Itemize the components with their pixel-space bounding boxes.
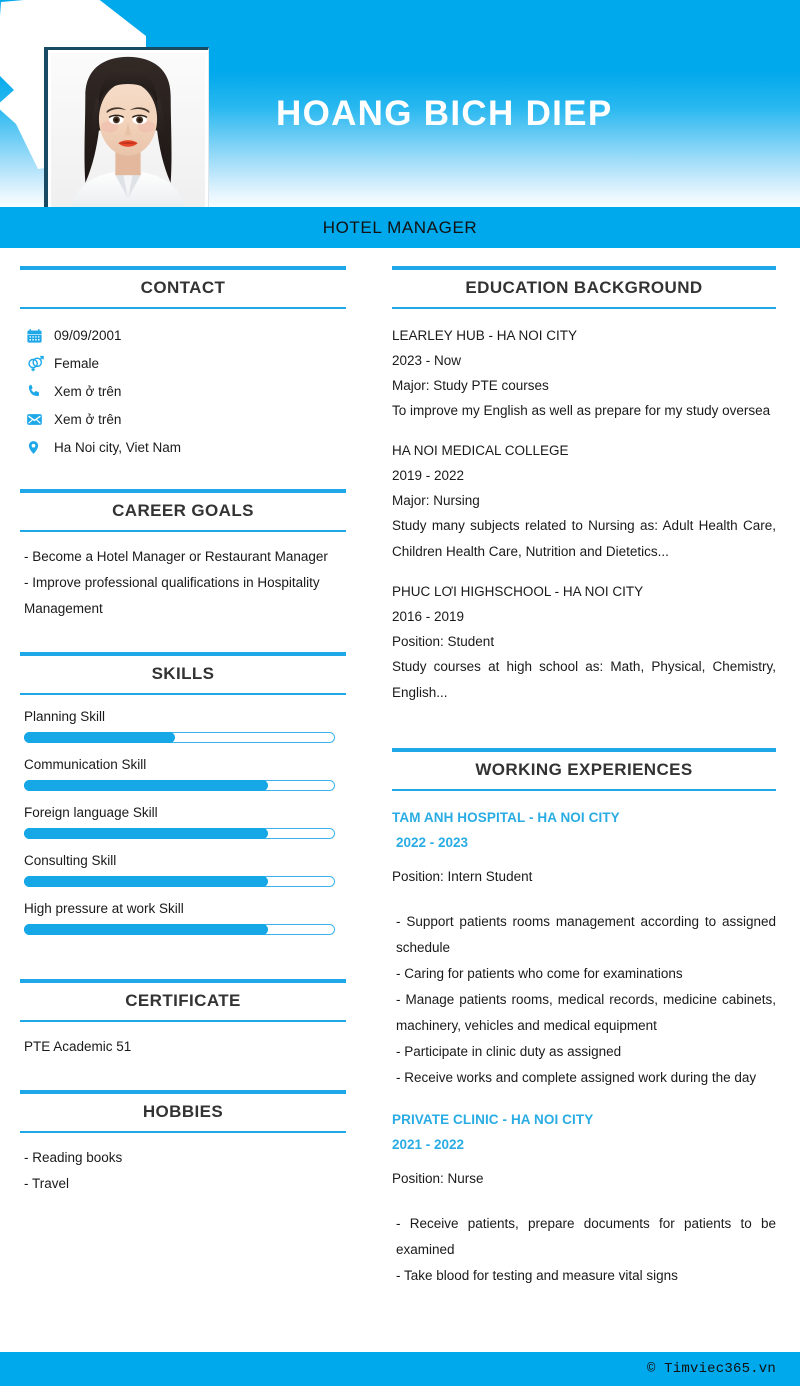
skill-item [24, 757, 346, 791]
education-description: Study many subjects related to Nursing as: Adult Health Care, Children Health Care, Nutrition and Dietetics... [392, 518, 776, 559]
contact-value-address: Ha Noi city, Viet Nam [54, 439, 182, 455]
skill-progress-bar [24, 780, 335, 791]
section-heading-working-experiences: WORKING EXPERIENCES [475, 760, 693, 779]
certificate-body [20, 1022, 346, 1072]
section-career-goals [20, 489, 346, 634]
experience-bullet: - Participate in clinic duty as assigned [396, 1044, 622, 1059]
contact-item-birthday [26, 321, 346, 349]
hobby-line: - Reading books [24, 1150, 123, 1165]
footer-bar [0, 1352, 800, 1386]
email-icon [26, 411, 54, 428]
job-title: HOTEL MANAGER [322, 217, 478, 237]
experience-company: TAM ANH HOSPITAL - HA NOI CITY [392, 810, 620, 825]
section-working-experiences [392, 748, 776, 1305]
education-school: PHUC LƠI HIGHSCHOOL - HA NOI CITY [392, 584, 644, 599]
skill-label: Communication Skill [24, 757, 147, 772]
skill-label: Consulting Skill [24, 853, 117, 868]
education-school: LEARLEY HUB - HA NOI CITY [392, 328, 578, 343]
career-goals-body [20, 532, 346, 634]
section-education [392, 266, 776, 730]
gender-icon [26, 354, 54, 373]
experience-bullet: - Caring for patients who come for examinations [396, 966, 683, 981]
contact-value-email: Xem ở trên [54, 411, 122, 427]
experience-bullet: - Support patients rooms management according to assigned schedule [396, 914, 776, 955]
certificate-line: PTE Academic 51 [24, 1039, 132, 1054]
skill-item [24, 901, 346, 935]
skill-item [24, 709, 346, 743]
education-years: 2019 - 2022 [392, 468, 465, 483]
skill-item [24, 805, 346, 839]
phone-icon [26, 383, 54, 399]
experience-years: 2022 - 2023 [396, 835, 469, 850]
skill-progress-fill [24, 828, 268, 839]
right-column [370, 248, 800, 1345]
education-description: To improve my English as well as prepare for my study oversea [392, 403, 771, 418]
profile-photo-icon [51, 53, 205, 207]
education-detail: Major: Nursing [392, 493, 480, 508]
section-heading-hobbies: HOBBIES [142, 1102, 224, 1121]
experience-bullet: - Manage patients rooms, medical records, medicine cabinets, machinery, vehicles and medical equipment [396, 992, 776, 1033]
section-hobbies [20, 1090, 346, 1209]
section-certificate [20, 979, 346, 1072]
skill-progress-bar [24, 828, 335, 839]
experience-entry [392, 805, 776, 1091]
contact-value-birthday: 09/09/2001 [54, 327, 122, 343]
bottom-spacer [392, 1305, 776, 1345]
education-detail: Position: Student [392, 634, 495, 649]
hobby-line: - Travel [24, 1176, 70, 1191]
contact-list [20, 309, 346, 471]
career-goal-line: - Become a Hotel Manager or Restaurant Manager [24, 549, 328, 564]
contact-item-email [26, 405, 346, 433]
cv-body [0, 248, 800, 1345]
education-entry [392, 438, 776, 565]
experience-years: 2021 - 2022 [392, 1137, 465, 1152]
section-heading-skills: SKILLS [151, 664, 215, 683]
education-list [392, 309, 776, 730]
education-description: Study courses at high school as: Math, Physical, Chemistry, English... [392, 659, 776, 700]
location-icon [26, 439, 54, 456]
experience-position: Position: Nurse [392, 1171, 484, 1186]
job-title-bar [0, 207, 800, 248]
page-title: HOANG BICH DIEP [276, 94, 613, 133]
section-heading-education: EDUCATION BACKGROUND [465, 278, 703, 297]
experience-company: PRIVATE CLINIC - HA NOI CITY [392, 1112, 594, 1127]
contact-value-gender: Female [54, 355, 100, 371]
contact-item-phone [26, 377, 346, 405]
skill-progress-bar [24, 732, 335, 743]
skill-item [24, 853, 346, 887]
contact-item-gender [26, 349, 346, 377]
skill-progress-bar [24, 876, 335, 887]
education-years: 2023 - Now [392, 353, 462, 368]
skill-label: Planning Skill [24, 709, 106, 724]
experience-position: Position: Intern Student [392, 869, 533, 884]
section-heading-contact: CONTACT [140, 278, 226, 297]
contact-value-phone: Xem ở trên [54, 383, 122, 399]
skill-progress-bar [24, 924, 335, 935]
skill-progress-fill [24, 924, 268, 935]
section-skills [20, 652, 346, 961]
hobbies-body [20, 1133, 346, 1209]
experience-bullet: - Receive works and complete assigned work during the day [396, 1070, 757, 1085]
experience-entry [392, 1107, 776, 1289]
experience-bullets [392, 1191, 776, 1289]
copyright-text: © Timviec365.vn [646, 1361, 776, 1377]
career-goal-line: - Improve professional qualifications in Hospitality Management [24, 575, 320, 616]
experience-list [392, 791, 776, 1305]
skill-progress-fill [24, 876, 268, 887]
experience-bullet: - Take blood for testing and measure vital signs [396, 1268, 678, 1283]
left-column [0, 248, 370, 1345]
skill-progress-fill [24, 780, 268, 791]
education-years: 2016 - 2019 [392, 609, 465, 624]
skill-label: Foreign language Skill [24, 805, 158, 820]
experience-bullets [392, 889, 776, 1091]
skill-progress-fill [24, 732, 175, 743]
education-entry [392, 579, 776, 706]
section-heading-certificate: CERTIFICATE [125, 991, 241, 1010]
contact-item-address [26, 433, 346, 461]
education-school: HA NOI MEDICAL COLLEGE [392, 443, 569, 458]
skill-label: High pressure at work Skill [24, 901, 184, 916]
skills-list [20, 695, 346, 961]
avatar [44, 47, 209, 207]
education-detail: Major: Study PTE courses [392, 378, 549, 393]
section-contact [20, 266, 346, 471]
cv-header [0, 0, 800, 207]
experience-bullet: - Receive patients, prepare documents for patients to be examined [396, 1216, 776, 1257]
education-entry [392, 323, 776, 424]
section-heading-career-goals: CAREER GOALS [112, 501, 254, 520]
calendar-icon [26, 327, 54, 344]
